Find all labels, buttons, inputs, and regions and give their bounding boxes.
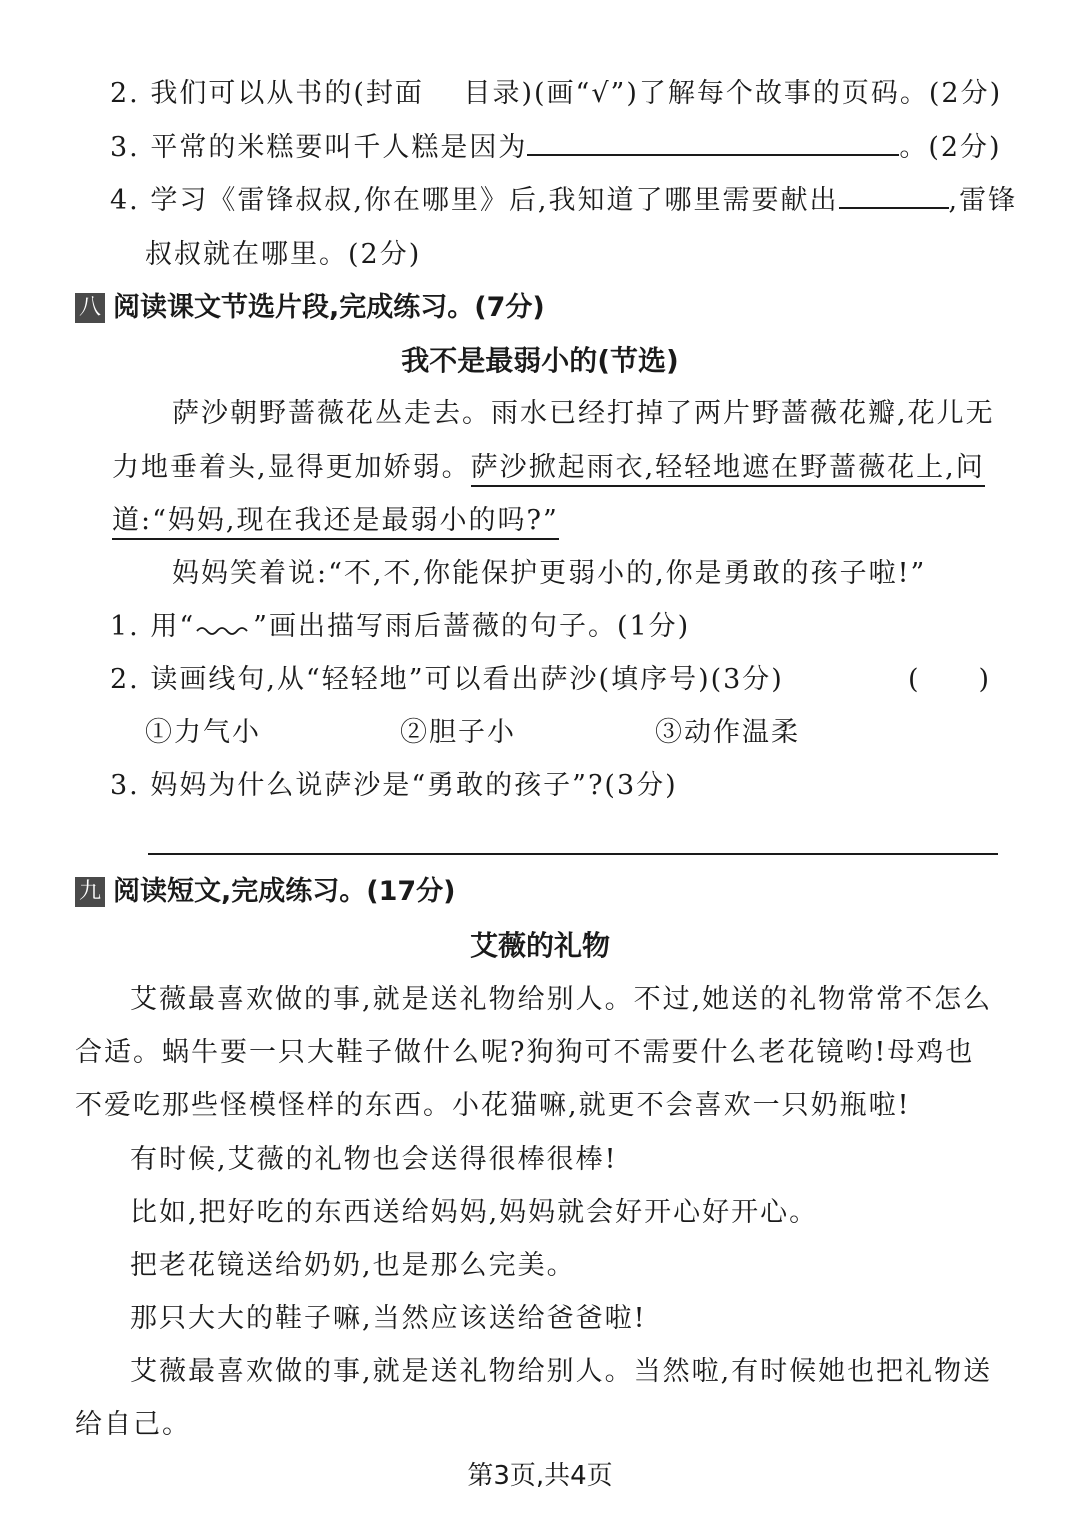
section-8-badge: 八 xyxy=(75,293,105,323)
underlined-sentence: 道:“妈妈,现在我还是最弱小的吗?” xyxy=(112,505,559,540)
question-8-2: 2. 读画线句,从“轻轻地”可以看出萨沙(填序号)(3分) xyxy=(110,664,784,695)
answer-parentheses[interactable]: ( ) xyxy=(908,664,992,695)
passage-title: 我不是最弱小的(节选) xyxy=(401,344,679,377)
story-line: 不爱吃那些怪模怪样的东西。小花猫嘛,就更不会喜欢一只奶瓶啦! xyxy=(75,1090,911,1121)
wavy-line-icon xyxy=(195,619,253,639)
question-8-1-text: 1. 用“ xyxy=(110,611,196,642)
underlined-sentence: 萨沙掀起雨衣,轻轻地遮在野蔷薇花上,问 xyxy=(471,452,985,487)
question-8-3: 3. 妈妈为什么说萨沙是“勇敢的孩子”?(3分) xyxy=(110,770,678,801)
story-line: 给自己。 xyxy=(75,1409,191,1440)
question-7-3-points: 。(2分) xyxy=(899,132,1002,163)
story-line: 艾薇最喜欢做的事,就是送礼物给别人。不过,她送的礼物常常不怎么 xyxy=(130,984,993,1015)
question-7-3 xyxy=(110,128,1002,168)
section-9-badge: 九 xyxy=(75,877,105,907)
question-7-4 xyxy=(110,181,1017,221)
story-line: 把老花镜送给奶奶,也是那么完美。 xyxy=(130,1250,576,1281)
question-8-1-instruction: ”画出描写雨后蔷薇的句子。(1分) xyxy=(253,611,691,642)
passage-line xyxy=(112,448,985,488)
section-8-heading-text: 阅读课文节选片段,完成练习。(7分) xyxy=(113,292,545,323)
question-7-4-tail: ,雷锋 xyxy=(948,185,1018,216)
passage-line: 萨沙朝野蔷薇花丛走去。雨水已经打掉了两片野蔷薇花瓣,花儿无 xyxy=(172,398,995,429)
option-1[interactable]: ①力气小 xyxy=(145,717,261,748)
passage-line: 妈妈笑着说:“不,不,你能保护更弱小的,你是勇敢的孩子啦!” xyxy=(172,558,927,589)
story-line: 合适。蜗牛要一只大鞋子做什么呢?狗狗可不需要什么老花镜哟!母鸡也 xyxy=(75,1037,975,1068)
question-7-4-text: 4. 学习《雷锋叔叔,你在哪里》后,我知道了哪里需要献出 xyxy=(110,185,839,216)
option-3[interactable]: ③动作温柔 xyxy=(655,717,800,748)
answer-blank[interactable] xyxy=(839,181,949,209)
question-7-3-text: 3. 平常的米糕要叫千人糕是因为 xyxy=(110,132,528,163)
story-line: 那只大大的鞋子嘛,当然应该送给爸爸啦! xyxy=(130,1303,647,1334)
question-8-1 xyxy=(110,607,690,647)
passage-line xyxy=(112,501,559,541)
section-9-heading xyxy=(75,872,456,912)
answer-line[interactable] xyxy=(148,853,998,855)
option-2[interactable]: ②胆子小 xyxy=(400,717,516,748)
section-8-heading xyxy=(75,288,545,328)
story-title: 艾薇的礼物 xyxy=(469,929,610,962)
passage-text: 力地垂着头,显得更加娇弱。 xyxy=(112,452,471,483)
question-7-2: 2. 我们可以从书的(封面 目录)(画“√”)了解每个故事的页码。(2分) xyxy=(110,78,1003,109)
section-9-heading-text: 阅读短文,完成练习。(17分) xyxy=(113,876,456,907)
page-number: 第3页,共4页 xyxy=(467,1461,613,1491)
story-line: 有时候,艾薇的礼物也会送得很棒很棒! xyxy=(130,1144,618,1175)
story-line: 艾薇最喜欢做的事,就是送礼物给别人。当然啦,有时候她也把礼物送 xyxy=(130,1356,993,1387)
question-7-4-continued: 叔叔就在哪里。(2分) xyxy=(145,239,422,270)
story-line: 比如,把好吃的东西送给妈妈,妈妈就会好开心好开心。 xyxy=(130,1197,819,1228)
answer-blank[interactable] xyxy=(527,128,899,156)
